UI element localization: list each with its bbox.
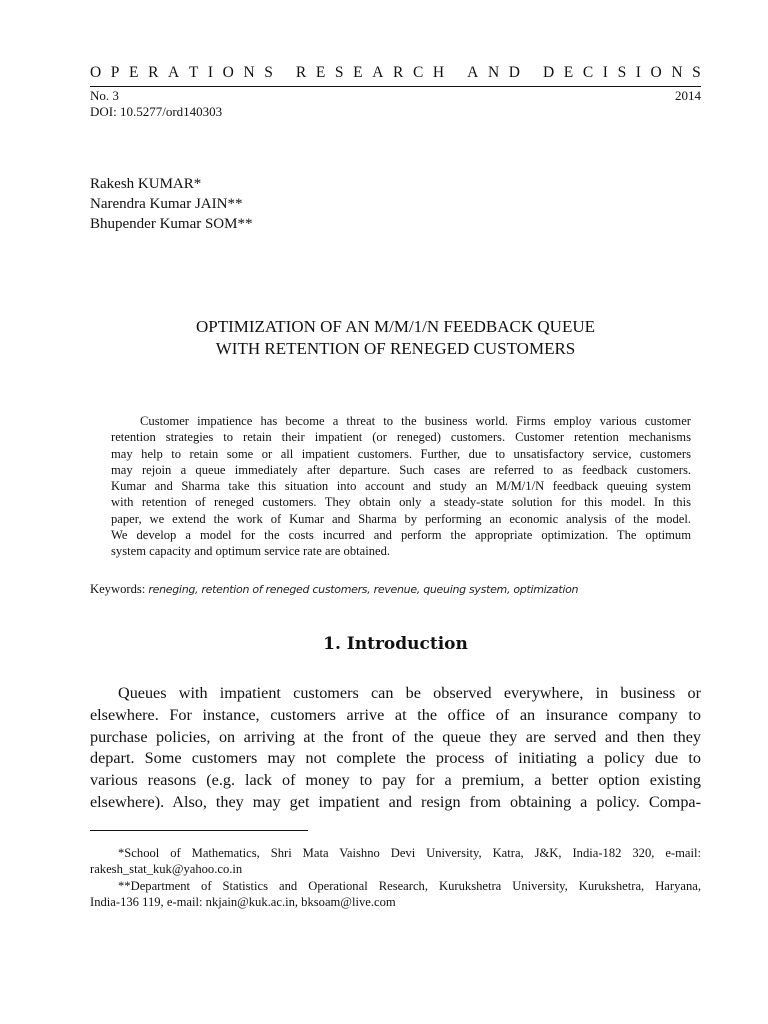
- abstract-line: retention strategies to retain their impatient (or reneged) customers. Customer retention mechanisms: [111, 430, 691, 445]
- keywords: [90, 581, 578, 598]
- journal-name-letter: I: [207, 64, 214, 81]
- abstract-line: may rejoin a queue immediately after departure. Such cases are referred to as feedback customers.: [111, 462, 691, 477]
- journal-name-letter: N: [243, 64, 255, 81]
- journal-name-letter: I: [602, 64, 608, 81]
- abstract-line: paper, we extend the work of Kumar and Sharma by performing an economic analysis of the model.: [111, 511, 691, 526]
- footnote-rule: [90, 830, 308, 831]
- footnote-line: rakesh_stat_kuk@yahoo.co.in: [90, 862, 243, 877]
- journal-name-letter: A: [168, 64, 180, 81]
- body-line: various reasons (e.g. lack of money to pay for a premium, a better option existing: [90, 771, 701, 790]
- body-line: depart. Some customers may not complete the process of initiating a policy due to: [90, 749, 701, 768]
- author-name: Bhupender Kumar SOM**: [90, 216, 253, 232]
- author-name: Narendra Kumar JAIN**: [90, 196, 243, 212]
- journal-name-letter: E: [353, 64, 363, 81]
- journal-name-letter: O: [650, 64, 662, 81]
- journal-name-letter: C: [582, 64, 594, 81]
- author-list: [90, 174, 252, 234]
- journal-name-letter: D: [543, 64, 555, 81]
- journal-name-letter: R: [295, 64, 307, 81]
- header-rule: [90, 86, 701, 87]
- abstract-line: Kumar and Sharma take this situation into account and study an M/M/1/N feedback queuing system: [111, 479, 691, 494]
- journal-name-letter: R: [393, 64, 404, 81]
- journal-name-letter: D: [508, 64, 520, 81]
- journal-name-letter: T: [188, 64, 199, 81]
- footnote-line: *School of Mathematics, Shri Mata Vaishno Devi University, Katra, J&K, India-182 320, e-mail:: [118, 846, 701, 860]
- body-line: elsewhere). Also, they may get impatient and resign from obtaining a policy. Compa-: [90, 792, 701, 811]
- journal-name-letter: O: [222, 64, 234, 81]
- abstract-line: may help to retain some or all impatient customers. Further, due to unsatisfactory service, customers: [111, 446, 691, 461]
- journal-name-letter: O: [90, 64, 102, 81]
- journal-name-letter: N: [487, 64, 500, 81]
- section-heading: 1. Introduction: [323, 634, 468, 654]
- issue-year: 2014: [675, 88, 701, 103]
- journal-name-letter: S: [692, 64, 701, 81]
- issue-row: [90, 88, 701, 104]
- doi: DOI: 10.5277/ord140303: [90, 104, 223, 119]
- abstract: [111, 413, 691, 560]
- journal-name-letter: N: [671, 64, 683, 81]
- journal-name-letter: E: [563, 64, 574, 81]
- footnotes: [90, 845, 701, 911]
- journal-name-letter: S: [617, 64, 627, 81]
- journal-name-letter: C: [412, 64, 424, 81]
- keywords-list: reneging, retention of reneged customers, revenue, queuing system, optimization: [148, 583, 579, 596]
- paper-page: [90, 0, 701, 1024]
- journal-name-letter: I: [635, 64, 641, 81]
- author-name: Rakesh KUMAR*: [90, 176, 202, 192]
- journal-name: [90, 63, 701, 83]
- journal-name-gap: [530, 63, 534, 83]
- abstract-line: system capacity and optimum service rate are obtained.: [111, 544, 391, 559]
- footnote-line: India-136 119, e-mail: nkjain@kuk.ac.in, bksoam@live.com: [90, 895, 396, 910]
- journal-name-letter: H: [432, 64, 445, 81]
- journal-name-gap: [282, 63, 286, 83]
- journal-name-letter: S: [334, 64, 344, 81]
- body-line: elsewhere. For instance, customers arrive at the office of an insurance company to: [90, 705, 701, 724]
- paper-title-line: OPTIMIZATION OF AN M/M/1/N FEEDBACK QUEUE: [195, 317, 596, 336]
- journal-name-letter: S: [264, 64, 273, 81]
- footnote-line: **Department of Statistics and Operational Research, Kurukshetra University, Kurukshetra, Haryana,: [118, 878, 701, 893]
- journal-name-letter: E: [315, 64, 326, 81]
- issue-number: No. 3: [90, 88, 119, 103]
- paper-title-line: WITH RETENTION OF RENEGED CUSTOMERS: [215, 339, 576, 358]
- journal-name-letter: R: [148, 64, 159, 81]
- body-line: Queues with impatient customers can be observed everywhere, in business or: [118, 684, 701, 702]
- abstract-line: Customer impatience has become a threat to the business world. Firms employ various customer: [140, 414, 691, 428]
- journal-name-letter: P: [110, 64, 120, 81]
- abstract-line: We develop a model for the costs incurred and perform the appropriate optimization. The optimum: [111, 528, 691, 543]
- abstract-line: with retention of reneged customers. They obtain only a steady-state solution for this model. In this: [111, 495, 691, 510]
- body-line: purchase policies, on arriving at the front of the queue they are served and then they: [90, 727, 701, 746]
- journal-name-gap: [454, 63, 458, 83]
- journal-name-letter: A: [372, 64, 384, 81]
- journal-name-letter: A: [467, 64, 479, 81]
- body-paragraph: [90, 683, 701, 814]
- keywords-label: Keywords:: [90, 582, 146, 596]
- paper-title: [90, 316, 701, 360]
- journal-name-letter: E: [129, 64, 139, 81]
